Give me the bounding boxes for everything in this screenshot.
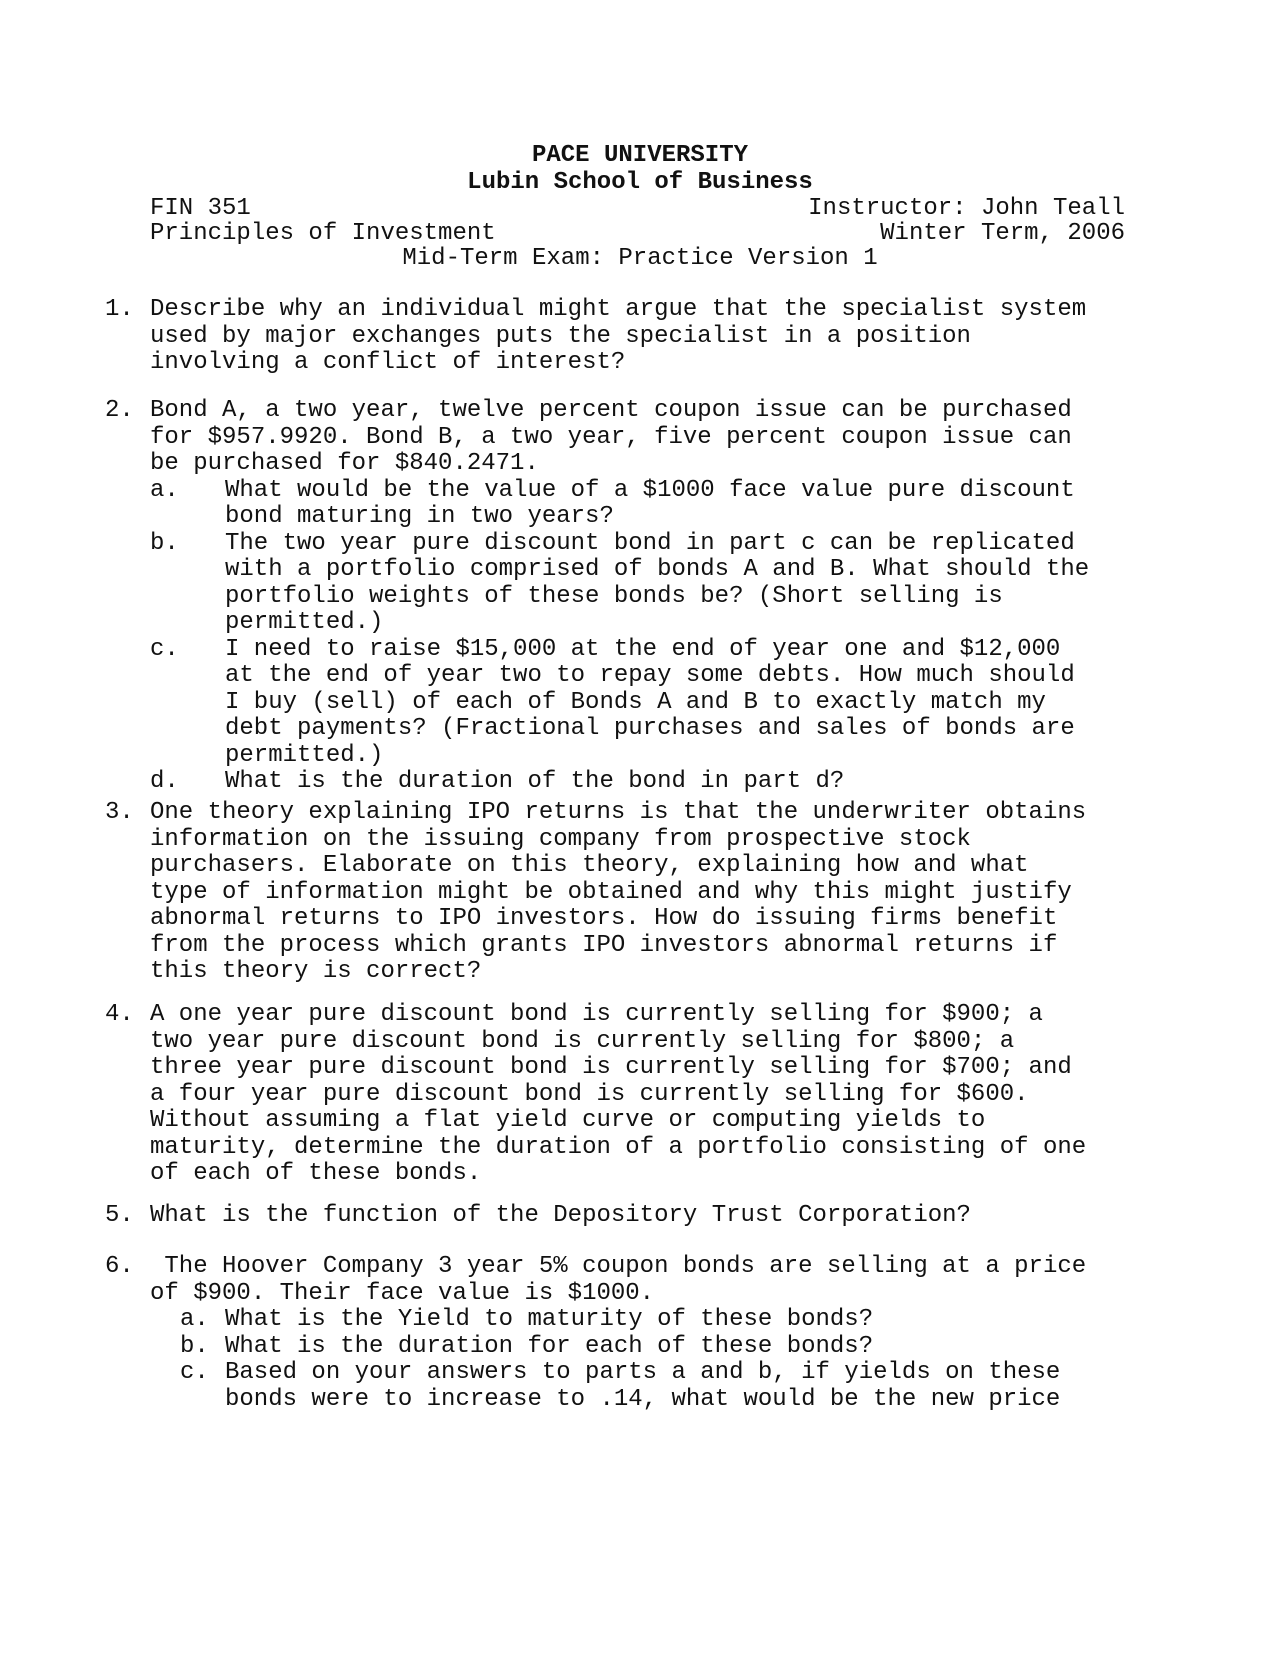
part-letter: a.	[180, 1306, 209, 1333]
question-part	[150, 1307, 1185, 1334]
part-text: What is the Yield to maturity of these bonds?	[225, 1306, 874, 1333]
course-code: FIN 351	[150, 195, 251, 222]
question-number: 4.	[105, 1001, 134, 1028]
question-number: 5.	[105, 1202, 134, 1229]
question-part	[150, 637, 1185, 770]
question-6	[105, 1254, 1185, 1413]
school-name: Lubin School of Business	[467, 169, 813, 196]
question-number: 6.	[105, 1253, 134, 1280]
part-letter: c.	[150, 635, 179, 663]
term-label: Winter Term, 2006	[880, 220, 1125, 247]
question-text: Bond A, a two year, twelve percent coupon issue can be purchased for $957.9920. Bond B, a two year, five percent coupon issue can be purchased for $840.2471.	[150, 397, 1072, 477]
part-text: The two year pure discount bond in part c can be replicated with a portfolio comprised of bonds A and B. What should the portfolio weights of these bonds be? (Short selling is permitted.)	[225, 529, 1090, 636]
part-letter: b.	[150, 529, 179, 557]
part-text: What is the duration of the bond in part d?	[225, 768, 845, 795]
course-name: Principles of Investment	[150, 220, 496, 247]
part-letter: d.	[150, 768, 179, 795]
question-2	[105, 398, 1185, 796]
question-text: One theory explaining IPO returns is that the underwriter obtains information on the issuing company from prospective stock purchasers. Elaborate on this theory, explaining how and what type of information might be obtained and why this might justify abnormal returns to IPO investors. How do issuing firms benefit from the process which grants IPO investors abnormal returns if this theory is correct?	[150, 799, 1087, 985]
question-part	[150, 1334, 1185, 1361]
question-number: 1.	[105, 296, 134, 323]
question-text: What is the function of the Depository Trust Corporation?	[150, 1202, 971, 1229]
university-name: PACE UNIVERSITY	[531, 142, 749, 169]
part-letter: c.	[180, 1359, 209, 1386]
question-4	[105, 1002, 1185, 1188]
part-text: What would be the value of a $1000 face value pure discount bond maturing in two years?	[225, 476, 1075, 530]
instructor-name: Instructor: John Teall	[808, 195, 1125, 222]
question-1	[105, 297, 1185, 377]
question-part	[150, 478, 1185, 531]
question-5	[105, 1203, 1185, 1230]
question-part	[150, 1360, 1185, 1413]
part-text: I need to raise $15,000 at the end of year one and $12,000 at the end of year two to repay some debts. How much should I buy (sell) of each of Bonds A and B to exactly match my debt payments? (Fractional purchases and sales of bonds are permitted.)	[225, 635, 1075, 769]
question-3	[105, 800, 1185, 986]
question-text: Describe why an individual might argue that the specialist system used by major exchanges puts the specialist in a position involving a conflict of interest?	[150, 296, 1087, 376]
part-letter: a.	[150, 476, 179, 504]
question-part	[150, 531, 1185, 637]
part-text: Based on your answers to parts a and b, if yields on these bonds were to increase to .14, what would be the new price	[225, 1359, 1061, 1413]
question-number: 3.	[105, 799, 134, 826]
question-text: The Hoover Company 3 year 5% coupon bonds are selling at a price of $900. Their face value is $1000.	[150, 1253, 1087, 1307]
question-text: A one year pure discount bond is currently selling for $900; a two year pure discount bond is currently selling for $800; a three year pure discount bond is currently selling for $700; and a four year pure discount bond is currently selling for $600. Without assuming a flat yield curve or computing yields to maturity, determine the duration of a portfolio consisting of one of each of these bonds.	[150, 1001, 1087, 1187]
part-text: What is the duration for each of these bonds?	[225, 1332, 874, 1360]
exam-title: Mid-Term Exam: Practice Version 1	[402, 245, 878, 272]
question-part	[150, 769, 1185, 796]
part-letter: b.	[180, 1332, 209, 1360]
question-number: 2.	[105, 397, 134, 424]
